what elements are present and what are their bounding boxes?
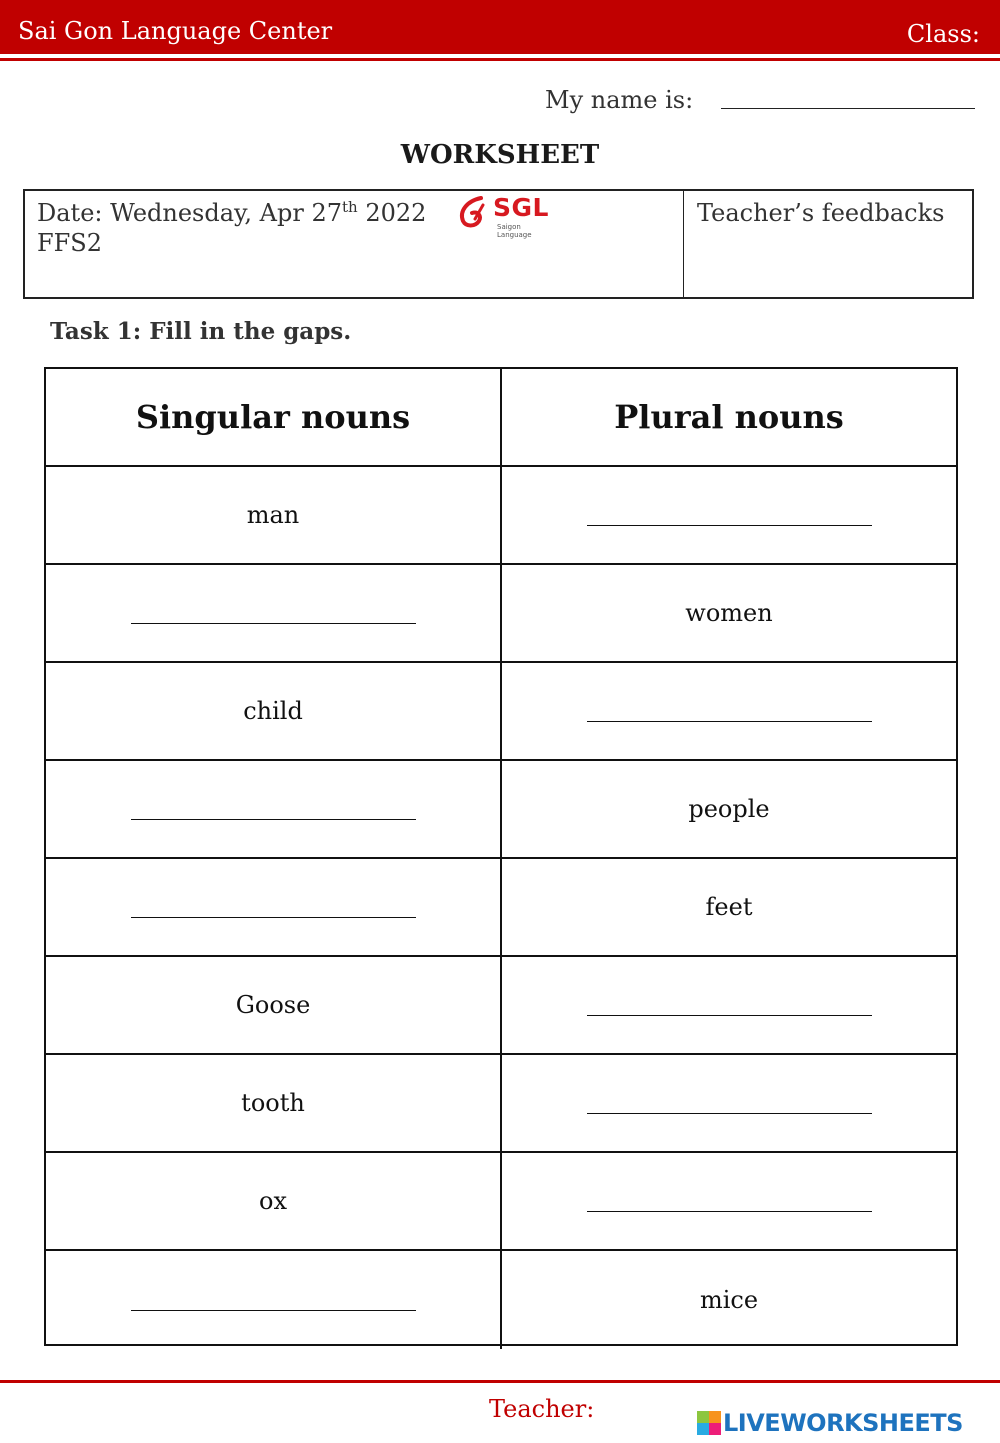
info-box [23, 189, 974, 299]
name-label: My name is: [545, 86, 694, 114]
table-row [46, 1055, 956, 1153]
task-title: Task 1: Fill in the gaps. [50, 318, 352, 345]
center-name: Sai Gon Language Center [18, 17, 333, 45]
liveworksheets-icon [697, 1411, 721, 1435]
noun-table [44, 367, 958, 1346]
answer-blank-line[interactable] [587, 721, 872, 722]
answer-blank[interactable] [502, 663, 956, 759]
name-input-line[interactable] [721, 108, 975, 109]
table-row [46, 761, 956, 859]
table-row [46, 1153, 956, 1251]
date-year: 2022 [365, 199, 427, 227]
answer-blank[interactable] [46, 565, 502, 661]
singular-noun: tooth [46, 1055, 502, 1151]
answer-blank-line[interactable] [131, 917, 416, 918]
header-singular: Singular nouns [46, 369, 502, 465]
table-row [46, 467, 956, 565]
logo-text: SGL [493, 193, 549, 222]
answer-blank[interactable] [502, 1153, 956, 1249]
answer-blank[interactable] [46, 761, 502, 857]
table-row [46, 1251, 956, 1349]
table-header-row [46, 369, 956, 467]
teacher-label: Teacher: [489, 1395, 595, 1423]
sgl-logo [457, 193, 557, 239]
plural-noun: mice [699, 1286, 759, 1314]
feedback-label: Teacher’s feedbacks [697, 199, 945, 227]
singular-noun: child [46, 663, 502, 759]
header-plural: Plural nouns [614, 398, 844, 436]
answer-blank-line[interactable] [131, 819, 416, 820]
liveworksheets-text: LIVEWORKSHEETS [723, 1409, 963, 1437]
plural-noun: people [688, 795, 770, 823]
answer-blank-line[interactable] [131, 623, 416, 624]
sgl-swirl-icon [457, 195, 491, 229]
footer-divider [0, 1380, 1000, 1383]
table-row [46, 859, 956, 957]
singular-noun: man [46, 467, 502, 563]
class-label: Class: [906, 20, 980, 48]
singular-noun: Goose [46, 957, 502, 1053]
info-divider [683, 191, 684, 297]
table-row [46, 565, 956, 663]
table-row [46, 957, 956, 1055]
answer-blank[interactable] [502, 1055, 956, 1151]
plural-noun: feet [705, 893, 753, 921]
answer-blank-line[interactable] [587, 1015, 872, 1016]
logo-subtext: Saigon Language [497, 223, 532, 239]
table-row [46, 663, 956, 761]
answer-blank-line[interactable] [131, 1310, 416, 1311]
answer-blank-line[interactable] [587, 1113, 872, 1114]
date-text [37, 199, 426, 227]
singular-noun: ox [46, 1153, 502, 1249]
answer-blank[interactable] [46, 859, 502, 955]
header-divider [0, 58, 1000, 61]
worksheet-title: WORKSHEET [400, 140, 600, 170]
answer-blank-line[interactable] [587, 525, 872, 526]
answer-blank[interactable] [502, 957, 956, 1053]
class-code: FFS2 [37, 229, 103, 257]
answer-blank[interactable] [46, 1251, 502, 1349]
liveworksheets-logo [697, 1409, 963, 1437]
date-prefix: Date: Wednesday, Apr 27 [37, 199, 343, 227]
plural-noun: women [685, 599, 773, 627]
answer-blank-line[interactable] [587, 1211, 872, 1212]
answer-blank[interactable] [502, 467, 956, 563]
date-ordinal: th [342, 198, 358, 216]
